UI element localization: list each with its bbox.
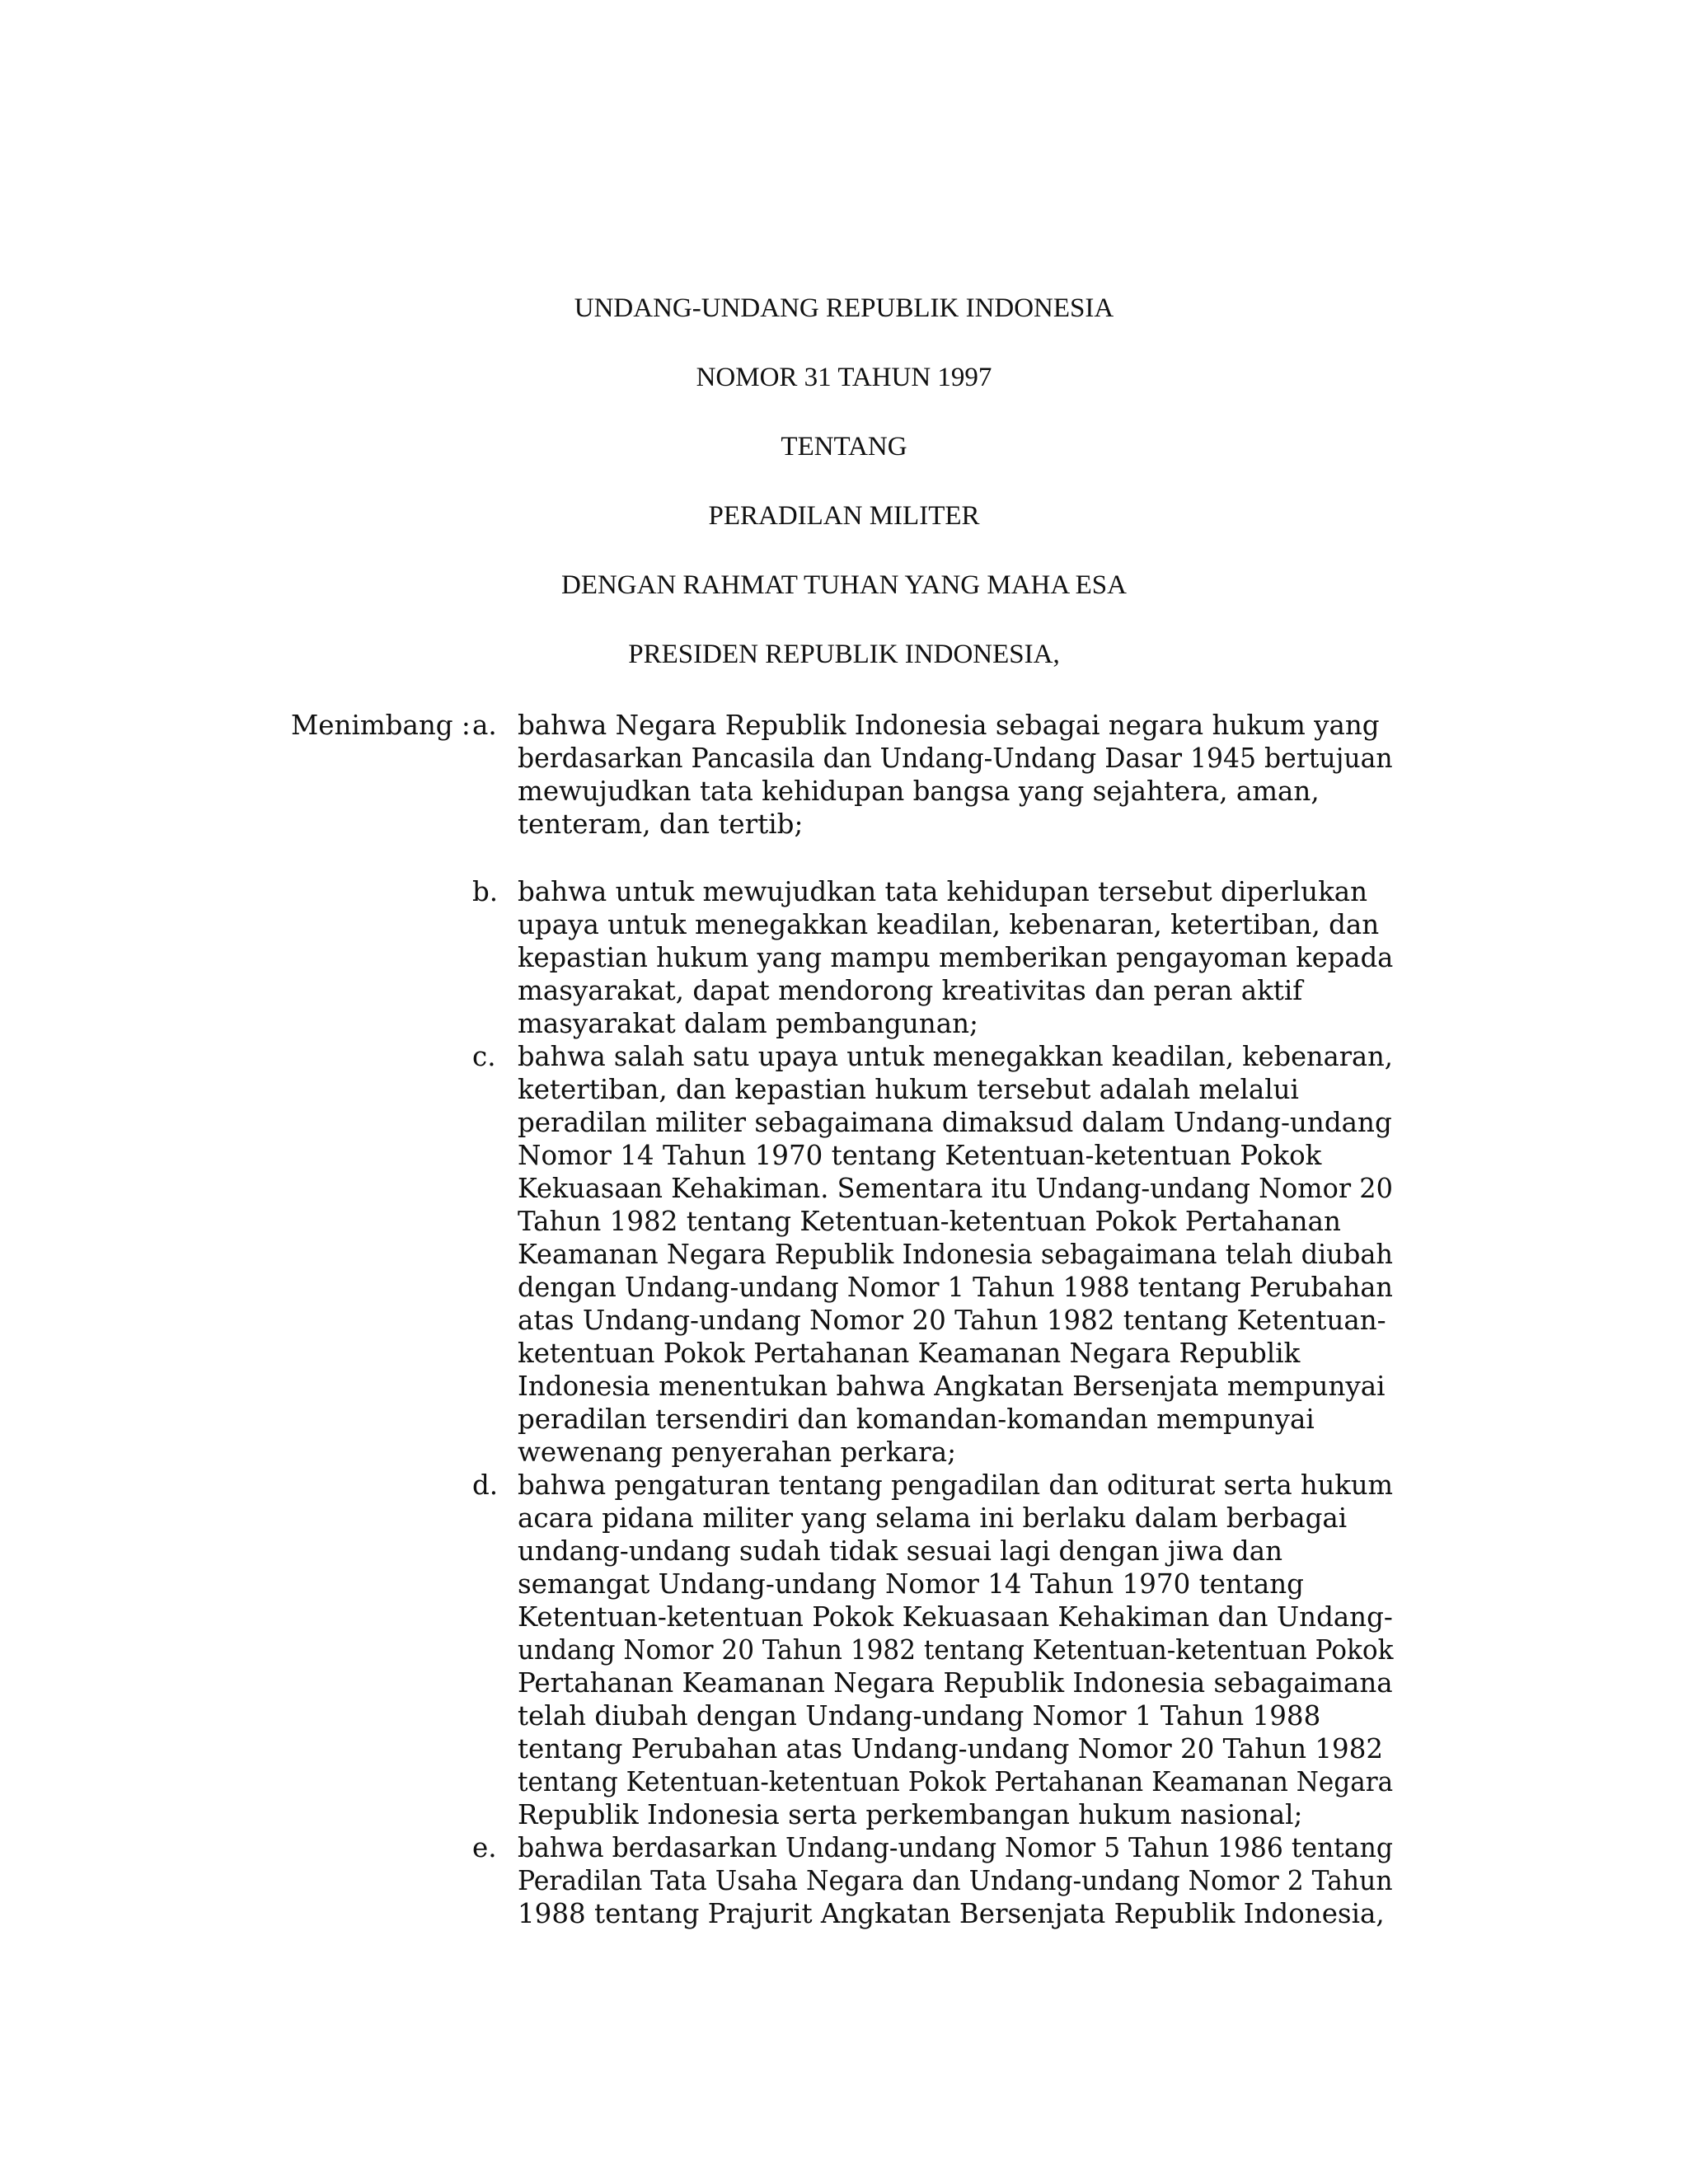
item-line: tentang Ketentuan-ketentuan Pokok Pertahanan Keamanan Negara	[518, 1766, 1394, 1797]
menimbang-label: Menimbang :	[291, 710, 471, 741]
item-line: kepastian hukum yang mampu memberikan pengayoman kepada	[518, 942, 1394, 973]
law-subject: PERADILAN MILITER	[708, 501, 980, 531]
item-line: tentang Perubahan atas Undang-undang Nomor 20 Tahun 1982	[518, 1733, 1384, 1765]
item-marker: e.	[472, 1832, 497, 1863]
item-line: upaya untuk menegakkan keadilan, kebenaran, ketertiban, dan	[518, 909, 1380, 940]
item-line: undang Nomor 20 Tahun 1982 tentang Ketentuan-ketentuan Pokok	[518, 1634, 1394, 1666]
item-line: peradilan tersendiri dan komandan-komandan mempunyai	[518, 1404, 1315, 1435]
item-marker: b.	[472, 876, 499, 907]
item-line: bahwa Negara Republik Indonesia sebagai negara hukum yang	[518, 710, 1380, 741]
item-line: undang-undang sudah tidak sesuai lagi dengan jiwa dan	[518, 1535, 1283, 1567]
item-line: Ketentuan-ketentuan Pokok Kekuasaan Kehakiman dan Undang-	[518, 1601, 1393, 1633]
item-line: Pertahanan Keamanan Negara Republik Indonesia sebagaimana	[518, 1667, 1393, 1699]
item-line: Tahun 1982 tentang Ketentuan-ketentuan Pokok Pertahanan	[518, 1206, 1341, 1237]
item-line: atas Undang-undang Nomor 20 Tahun 1982 tentang Ketentuan-	[518, 1305, 1386, 1336]
item-line: Kekuasaan Kehakiman. Sementara itu Undang-undang Nomor 20	[518, 1173, 1393, 1204]
item-line: dengan Undang-undang Nomor 1 Tahun 1988 tentang Perubahan	[518, 1272, 1393, 1303]
item-line: peradilan militer sebagaimana dimaksud dalam Undang-undang	[518, 1107, 1392, 1138]
item-line: mewujudkan tata kehidupan bangsa yang sejahtera, aman,	[518, 776, 1320, 807]
item-line: bahwa pengaturan tentang pengadilan dan oditurat serta hukum	[518, 1469, 1394, 1501]
item-line: bahwa salah satu upaya untuk menegakkan keadilan, kebenaran,	[518, 1041, 1393, 1072]
president-line: PRESIDEN REPUBLIK INDONESIA,	[628, 640, 1060, 669]
invocation: DENGAN RAHMAT TUHAN YANG MAHA ESA	[560, 570, 1127, 600]
item-line: telah diubah dengan Undang-undang Nomor 1 Tahun 1988	[518, 1700, 1321, 1732]
item-line: berdasarkan Pancasila dan Undang-Undang Dasar 1945 bertujuan	[518, 743, 1393, 774]
item-line: bahwa untuk mewujudkan tata kehidupan tersebut diperlukan	[518, 876, 1368, 907]
item-line: Peradilan Tata Usaha Negara dan Undang-undang Nomor 2 Tahun	[518, 1865, 1393, 1896]
item-marker: c.	[472, 1041, 496, 1072]
item-line: ketentuan Pokok Pertahanan Keamanan Negara Republik	[518, 1338, 1301, 1369]
item-line: bahwa berdasarkan Undang-undang Nomor 5 Tahun 1986 tentang	[518, 1832, 1393, 1863]
item-line: tenteram, dan tertib;	[518, 808, 804, 840]
law-about: TENTANG	[781, 432, 907, 462]
item-line: masyarakat, dapat mendorong kreativitas dan peran aktif	[518, 975, 1303, 1006]
law-number: NOMOR 31 TAHUN 1997	[696, 363, 992, 392]
item-line: wewenang penyerahan perkara;	[518, 1436, 957, 1468]
item-line: acara pidana militer yang selama ini berlaku dalam berbagai	[518, 1502, 1348, 1534]
item-line: semangat Undang-undang Nomor 14 Tahun 1970 tentang	[518, 1568, 1304, 1600]
law-title: UNDANG-UNDANG REPUBLIK INDONESIA	[574, 293, 1114, 323]
item-line: Republik Indonesia serta perkembangan hukum nasional;	[518, 1799, 1303, 1830]
item-line: 1988 tentang Prajurit Angkatan Bersenjata Republik Indonesia,	[518, 1898, 1385, 1929]
item-line: Indonesia menentukan bahwa Angkatan Bersenjata mempunyai	[518, 1371, 1386, 1402]
item-line: Nomor 14 Tahun 1970 tentang Ketentuan-ketentuan Pokok	[518, 1140, 1322, 1171]
item-marker: d.	[472, 1469, 499, 1501]
item-line: masyarakat dalam pembangunan;	[518, 1008, 978, 1039]
item-line: Keamanan Negara Republik Indonesia sebagaimana telah diubah	[518, 1239, 1394, 1270]
item-marker: a.	[472, 710, 497, 741]
item-line: ketertiban, dan kepastian hukum tersebut adalah melalui	[518, 1074, 1299, 1105]
